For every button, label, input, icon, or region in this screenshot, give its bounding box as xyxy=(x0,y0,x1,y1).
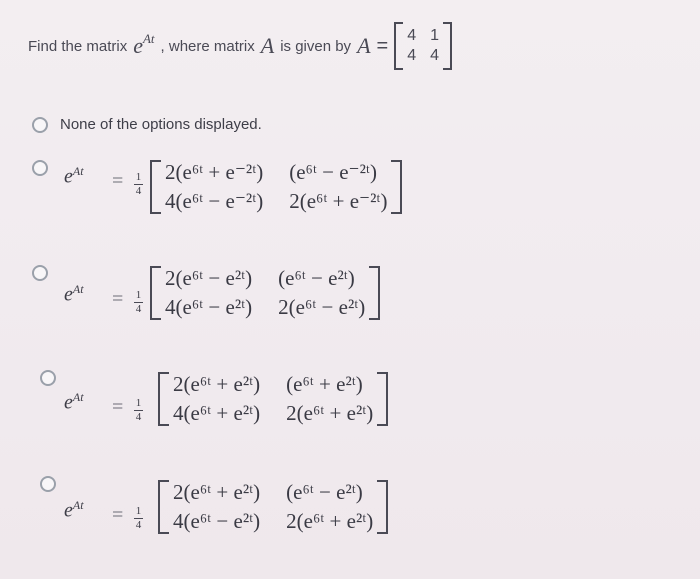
fraction-quarter: 1 4 xyxy=(135,289,142,315)
matrix-cell: 4(e⁶ᵗ − e²ᵗ) xyxy=(165,295,253,319)
matrix-cell: 4(e⁶ᵗ − e²ᵗ) xyxy=(173,509,261,533)
matrix-cell: 2(e⁶ᵗ + e²ᵗ) xyxy=(286,509,374,533)
matrix-cell: 2(e⁶ᵗ + e²ᵗ) xyxy=(173,480,261,504)
question-prefix: Find the matrix xyxy=(28,37,128,55)
radio-button[interactable] xyxy=(32,265,48,281)
equals-sign: = xyxy=(112,504,124,526)
fraction-quarter: 1 4 xyxy=(135,505,142,531)
matrix-a-cell: 4 xyxy=(430,47,440,64)
equals-sign: = xyxy=(112,288,124,310)
matrix-symbol-2: A xyxy=(357,33,371,58)
matrix-cell: 2(e⁶ᵗ − e²ᵗ) xyxy=(278,295,366,319)
matrix-a-cell: 1 xyxy=(430,27,440,44)
matrix-cell: (e⁶ᵗ − e²ᵗ) xyxy=(278,266,355,290)
matrix-cell: (e⁶ᵗ − e²ᵗ) xyxy=(286,480,363,504)
option-matrix xyxy=(158,372,388,426)
equals-sign: = xyxy=(376,34,389,57)
matrix-cell: 2(e⁶ᵗ + e⁻²ᵗ) xyxy=(165,160,264,184)
matrix-cell: 2(e⁶ᵗ + e⁻²ᵗ) xyxy=(289,189,388,213)
fraction-quarter: 1 4 xyxy=(135,397,142,423)
matrix-cell: 4(e⁶ᵗ − e⁻²ᵗ) xyxy=(165,189,264,213)
equals-sign: = xyxy=(112,396,124,418)
matrix-a xyxy=(394,22,452,70)
option-matrix xyxy=(150,266,380,320)
fraction-quarter: 1 4 xyxy=(135,171,142,197)
question-suffix: is given by xyxy=(280,37,352,55)
matrix-symbol: A xyxy=(260,33,275,58)
question-text xyxy=(28,22,452,70)
matrix-a-cell: 4 xyxy=(407,47,417,64)
lhs: $e^{At}$ xyxy=(64,164,84,188)
question-middle: , where matrix xyxy=(160,37,255,55)
matrix-cell: 2(e⁶ᵗ + e²ᵗ) xyxy=(286,401,374,425)
matrix-cell: 2(e⁶ᵗ + e²ᵗ) xyxy=(173,372,261,396)
lhs: $e^{At}$ xyxy=(64,390,84,414)
option-matrix xyxy=(150,160,402,214)
radio-button[interactable] xyxy=(40,370,56,386)
matrix-cell: 2(e⁶ᵗ − e²ᵗ) xyxy=(165,266,253,290)
option-matrix xyxy=(158,480,388,534)
option-none[interactable] xyxy=(32,116,262,133)
radio-button[interactable] xyxy=(32,160,48,176)
lhs: $e^{At}$ xyxy=(64,282,84,306)
matrix-a-cell: 4 xyxy=(407,27,417,44)
option-none-label: None of the options displayed. xyxy=(60,116,262,133)
radio-button[interactable] xyxy=(32,117,48,133)
question-exp-base: eAt xyxy=(133,31,155,58)
lhs: $e^{At}$ xyxy=(64,498,84,522)
matrix-cell: (e⁶ᵗ − e⁻²ᵗ) xyxy=(289,160,377,184)
equals-sign: = xyxy=(112,170,124,192)
matrix-cell: (e⁶ᵗ + e²ᵗ) xyxy=(286,372,363,396)
matrix-cell: 4(e⁶ᵗ + e²ᵗ) xyxy=(173,401,261,425)
radio-button[interactable] xyxy=(40,476,56,492)
